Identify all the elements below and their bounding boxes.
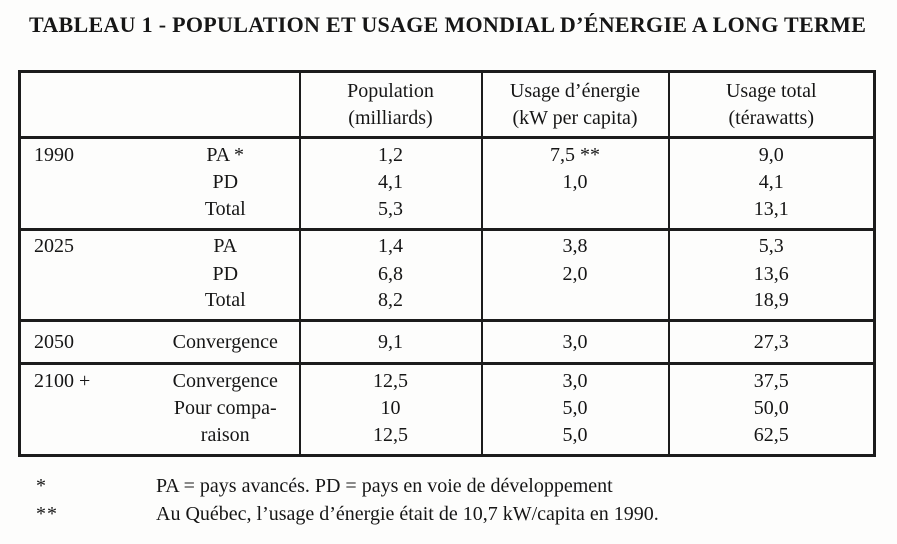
header-usage-total: [669, 72, 875, 138]
row-label: PA: [213, 235, 238, 258]
table-row-1990-pa: [20, 138, 875, 168]
population-value: 5,3: [300, 198, 482, 230]
total-value: 18,9: [669, 289, 875, 321]
year-label: 2025: [34, 235, 74, 258]
population-value: 9,1: [300, 321, 482, 364]
total-value: 5,3: [669, 229, 875, 259]
row-label: raison: [200, 423, 250, 446]
table-row-2050-convergence: [20, 321, 875, 364]
row-label: PA *: [206, 143, 245, 166]
population-value: 1,4: [300, 229, 482, 259]
footnote-quebec: [28, 500, 868, 528]
footnote-marker: **: [36, 503, 58, 525]
row-label: Total: [204, 197, 246, 220]
row-label: Total: [204, 289, 246, 311]
table-row-2100-pour-compa: [20, 394, 875, 424]
table-row-2025-pa: [20, 229, 875, 259]
header-population-line2: (milliards): [348, 106, 433, 129]
row-label: PD: [212, 171, 239, 193]
usage-value: 3,8: [482, 229, 669, 259]
table-row-2100-convergence: [20, 364, 875, 394]
total-value: 27,3: [669, 321, 875, 364]
usage-value: 7,5 **: [482, 138, 669, 168]
total-value: 37,5: [669, 364, 875, 394]
page-title: TABLEAU 1 - POPULATION ET USAGE MONDIAL D’ÉNERGIE A LONG TERME: [29, 12, 867, 37]
usage-value: [482, 198, 669, 230]
usage-value: 3,0: [482, 364, 669, 394]
year-label: 1990: [34, 143, 74, 166]
row-label: Convergence: [172, 369, 278, 392]
data-table: [18, 70, 876, 457]
header-empty-cell: [20, 72, 300, 138]
total-value: 9,0: [669, 138, 875, 168]
footnotes: [28, 472, 868, 528]
row-label: Convergence: [172, 330, 278, 353]
population-value: 12,5: [300, 364, 482, 394]
usage-value: 2,0: [482, 259, 669, 289]
year-label: 2100 +: [34, 369, 91, 392]
usage-value: 5,0: [482, 394, 669, 424]
table-row-2025-pd: [20, 259, 875, 289]
table-row-1990-pd: [20, 168, 875, 198]
total-value: 13,1: [669, 198, 875, 230]
usage-value: 3,0: [482, 321, 669, 364]
population-value: 10: [300, 394, 482, 424]
table-row-2025-total: [20, 289, 875, 321]
total-value: 13,6: [669, 259, 875, 289]
header-usage-energie: [482, 72, 669, 138]
population-value: 6,8: [300, 259, 482, 289]
header-usage-energie-line1: Usage d’énergie: [509, 79, 641, 102]
header-population-line1: Population: [347, 79, 434, 102]
header-usage-total-line2: (térawatts): [728, 106, 814, 129]
population-value: 4,1: [300, 168, 482, 198]
header-usage-total-line1: Usage total: [725, 79, 817, 102]
total-value: 4,1: [669, 168, 875, 198]
header-row: [20, 72, 875, 138]
footnote-text: Au Québec, l’usage d’énergie était de 10,7 kW/capita en 1990.: [156, 503, 659, 525]
population-value: 12,5: [300, 424, 482, 456]
table-row-2100-raison: [20, 424, 875, 456]
year-label: 2050: [34, 330, 74, 353]
header-population: [300, 72, 482, 138]
footnote-marker: *: [36, 475, 47, 497]
table-row-1990-total: [20, 198, 875, 230]
total-value: 50,0: [669, 394, 875, 424]
usage-value: 5,0: [482, 424, 669, 456]
footnote-text: PA = pays avancés. PD = pays en voie de développement: [156, 475, 613, 497]
header-usage-energie-line2: (kW per capita): [512, 106, 638, 129]
total-value: 62,5: [669, 424, 875, 456]
population-value: 1,2: [300, 138, 482, 168]
row-label: Pour compa-: [173, 397, 277, 419]
population-value: 8,2: [300, 289, 482, 321]
usage-value: 1,0: [482, 168, 669, 198]
footnote-pa-pd: [28, 472, 868, 500]
row-label: PD: [212, 262, 239, 285]
usage-value: [482, 289, 669, 321]
